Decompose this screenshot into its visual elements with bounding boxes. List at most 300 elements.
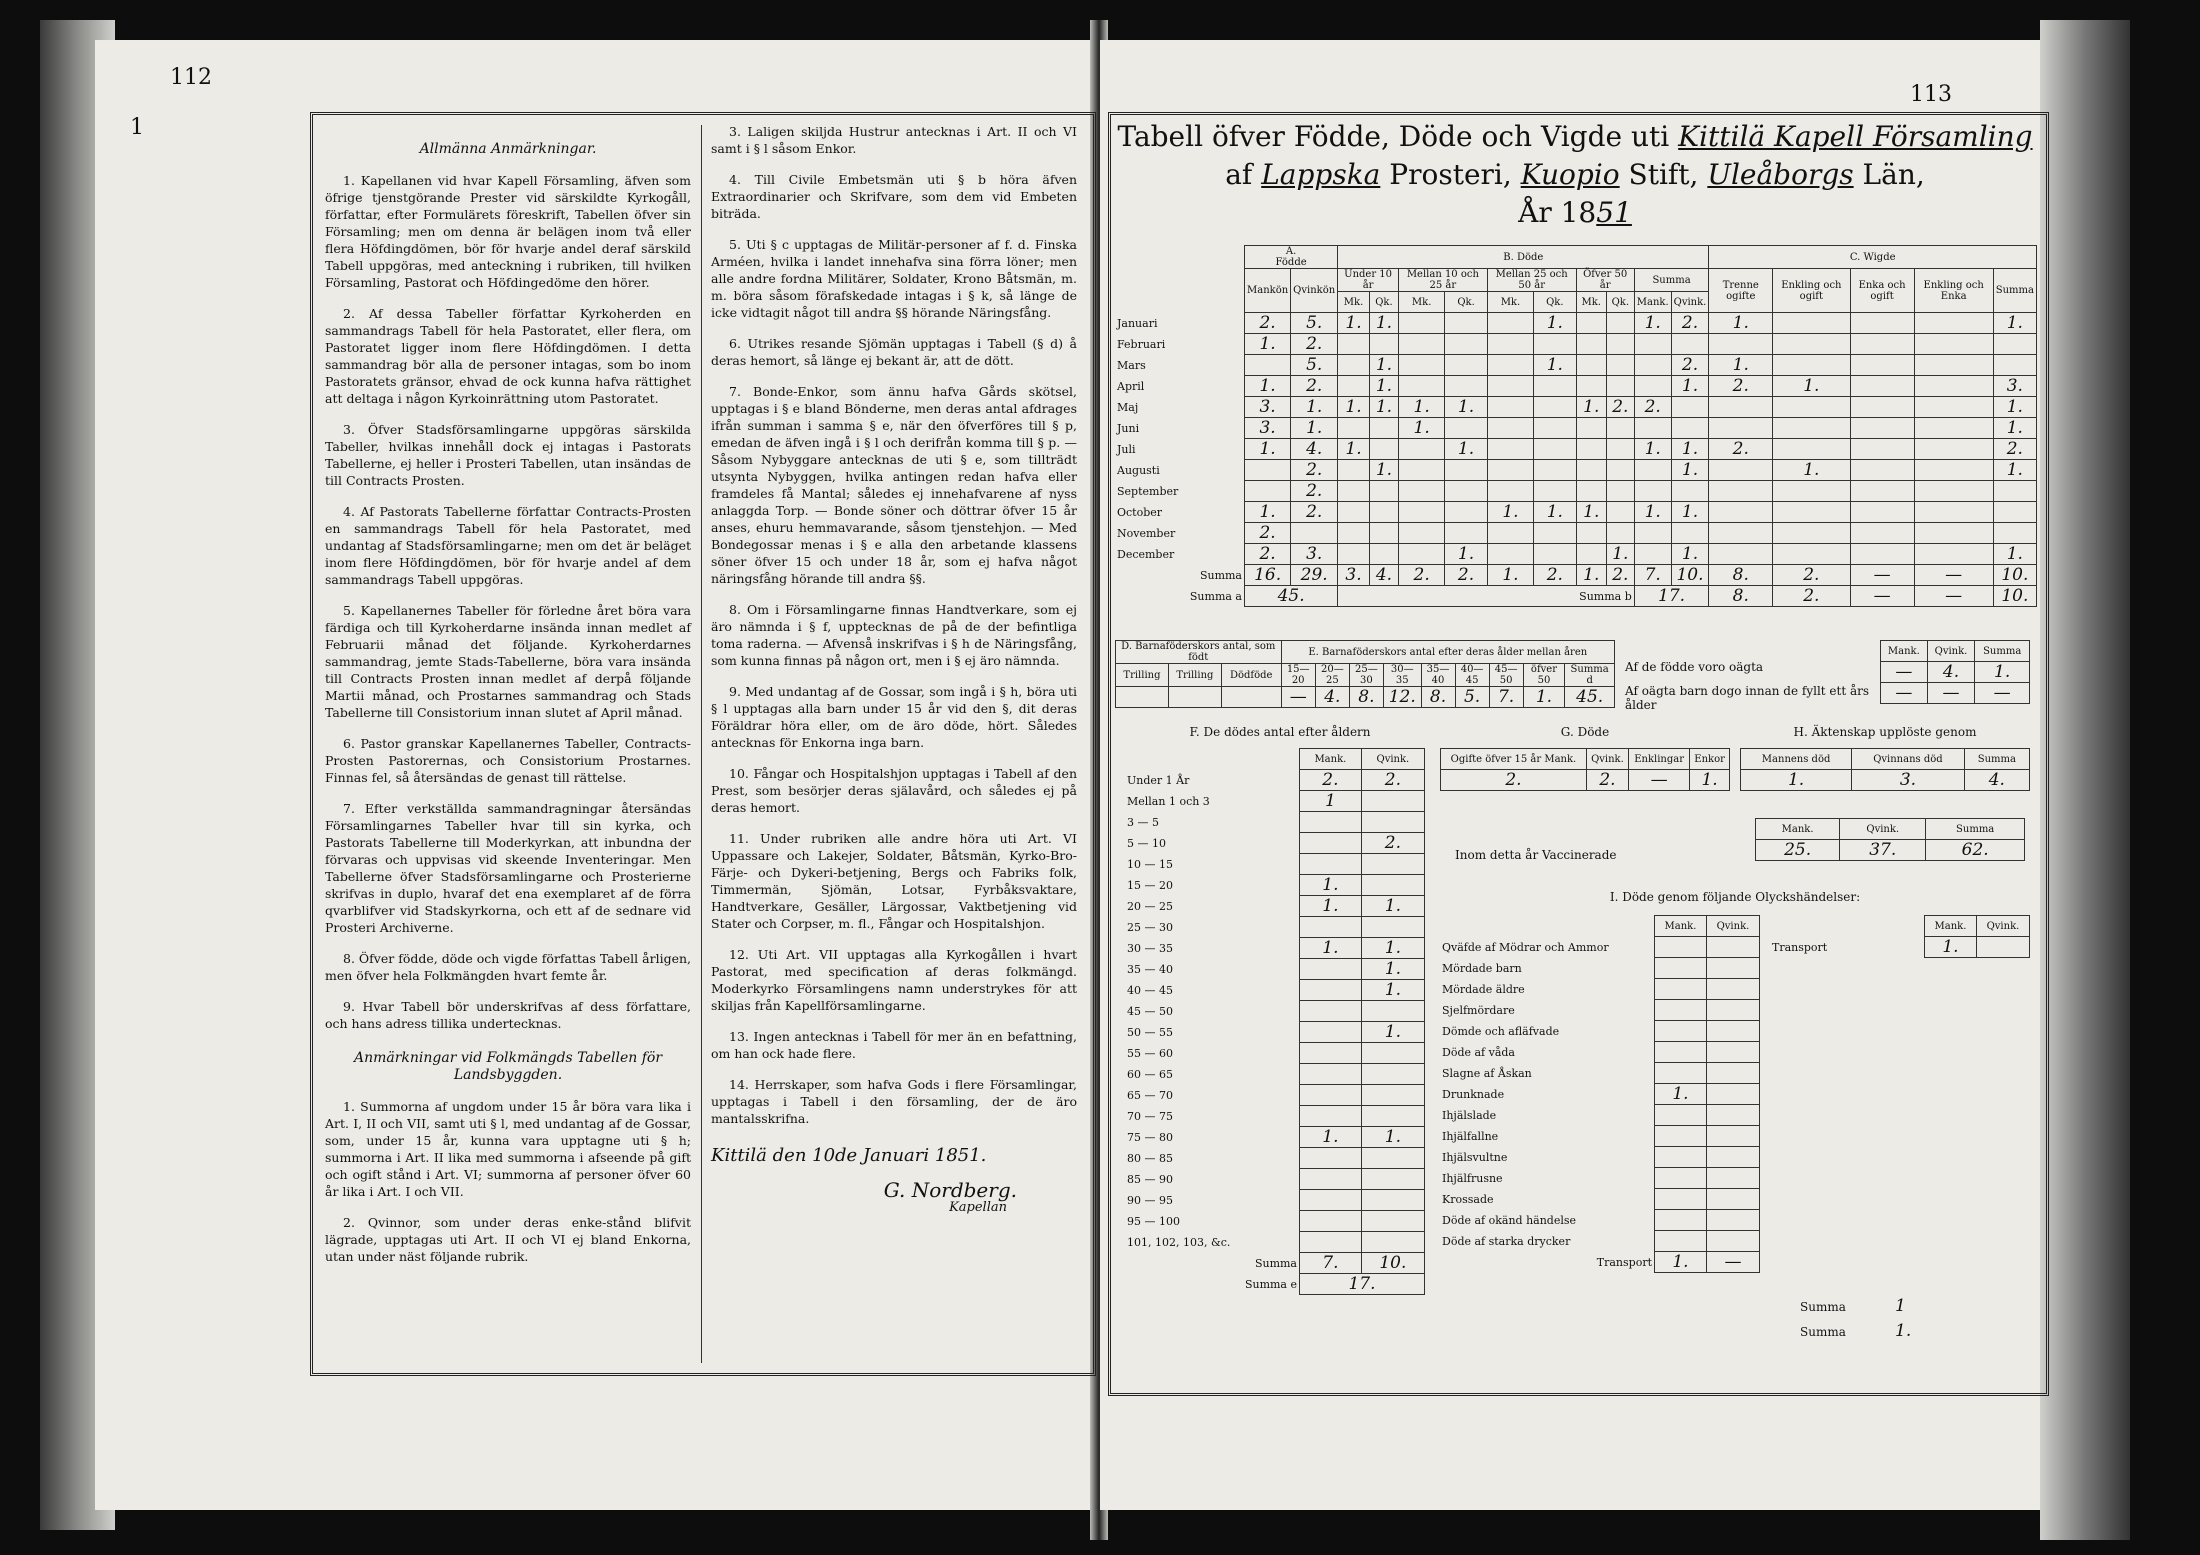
section-c-header: C. Wigde [1709, 246, 2037, 269]
accident-mank [1655, 1000, 1707, 1021]
age-label: 90 — 95 [1125, 1190, 1300, 1211]
prosteri-name: Lappska [1261, 158, 1381, 191]
month-cell: 1. [1671, 544, 1709, 565]
g-col-header: Enkor [1690, 749, 1730, 770]
right-page-number: 113 [1910, 82, 1952, 107]
month-label: December [1115, 544, 1245, 565]
accident-label: Krossade [1440, 1189, 1655, 1210]
population-paragraph: 1. Summorna af ungdom under 15 år böra vara lika i Art. I, II och VII, samt uti § l, med undantag af de Gossar, som, under 15 år, kunna vara upptagne uti § h; summorna i Art. II lika med summorna i afseende på gift och ogift stånd i Art. VI; summorna af personer öfver 60 år lika i Art. I och VII. [325, 1099, 691, 1199]
age-row [1125, 875, 1425, 896]
month-cell: 3. [1245, 397, 1291, 418]
age-qvink: 2. [1361, 770, 1424, 791]
left-margin-mark: 1 [130, 115, 144, 140]
vaccine-label: Inom detta år Vaccinerade [1455, 848, 1617, 862]
month-cell [1773, 418, 1850, 439]
month-cell [1487, 313, 1533, 334]
age-label: 15 — 20 [1125, 875, 1300, 896]
accident-row [1440, 1147, 1760, 1168]
month-cell [1534, 439, 1576, 460]
e-cell: 8. [1349, 687, 1383, 708]
age-row [1125, 812, 1425, 833]
col-summa: Summa [1634, 269, 1709, 292]
month-cell [1487, 418, 1533, 439]
accident-label: Ihjälslade [1440, 1105, 1655, 1126]
month-cell [1576, 313, 1606, 334]
month-cell: 1. [1445, 544, 1487, 565]
age-qvink: 1. [1361, 938, 1424, 959]
accident-qvink [1706, 1021, 1759, 1042]
month-cell [1850, 334, 1914, 355]
instruction-paragraph: 5. Kapellanernes Tabeller för förledne året böra vara färdiga och till Kyrkoherdarne insända innan medlet af Februarii månad det följande. Kyrkoherdarnes sammandrag, jemte Stads-Tabellerne, böra vara insända till Contracts Prosten innan medlet af derpå följande Martii månad, och Prostarnes sammandrag och Stads Tabellerne till Consistorium innan slutet af April månad. [325, 603, 691, 720]
month-cell: 1. [1709, 355, 1773, 376]
accident-row [1440, 1105, 1760, 1126]
month-cell: 1. [1534, 313, 1576, 334]
vaccine-summa: 62. [1926, 840, 2025, 861]
month-cell [1606, 313, 1634, 334]
month-cell [1634, 355, 1671, 376]
month-cell: 1. [1338, 439, 1370, 460]
oakta-died-label: Af oägta barn dogo innan de fyllt ett års ålder [1625, 684, 1870, 712]
accident-mank [1655, 937, 1707, 958]
age-label: 65 — 70 [1125, 1085, 1300, 1106]
month-cell [1398, 523, 1444, 544]
age-mank [1300, 1085, 1362, 1106]
month-cell [1534, 481, 1576, 502]
month-cell: 2. [1245, 544, 1291, 565]
e-col-header: 30—35 [1383, 664, 1421, 687]
age-row [1125, 833, 1425, 854]
month-cell [1850, 502, 1914, 523]
age-label: 45 — 50 [1125, 1001, 1300, 1022]
summa-cell: 3. [1338, 565, 1370, 586]
month-cell [1487, 355, 1533, 376]
accident-qvink [1706, 1231, 1759, 1252]
month-cell: 5. [1291, 355, 1338, 376]
age-row [1125, 1211, 1425, 1232]
age-label: Under 1 År [1125, 770, 1300, 791]
age-label: 30 — 35 [1125, 938, 1300, 959]
accident-qvink [1706, 1063, 1759, 1084]
vaccine-mank: 25. [1756, 840, 1840, 861]
d-cell [1116, 687, 1169, 708]
month-row [1115, 397, 2037, 418]
age-mank [1300, 1001, 1362, 1022]
month-cell [1671, 397, 1709, 418]
summa-cell: — [1914, 565, 1993, 586]
month-cell: 2. [1993, 439, 2036, 460]
g-cell: — [1629, 770, 1690, 791]
col-mankon: Mankön [1245, 269, 1291, 313]
h-cell: 3. [1852, 770, 1965, 791]
instructions-frame [310, 112, 1096, 1376]
month-cell [1487, 376, 1533, 397]
month-cell [1576, 355, 1606, 376]
summa-cell: 2. [1445, 565, 1487, 586]
age-row [1125, 1085, 1425, 1106]
title-lan: Län, [1862, 158, 1925, 191]
summa-cell: 7. [1634, 565, 1671, 586]
month-cell: 1. [1671, 439, 1709, 460]
month-cell: 2. [1634, 397, 1671, 418]
month-cell [1773, 544, 1850, 565]
month-cell [1398, 502, 1444, 523]
instruction-paragraph: 6. Utrikes resande Sjömän upptagas i Tabell (§ d) å deras hemort, så länge ej bekant är, att de dött. [711, 336, 1077, 368]
month-cell [1534, 460, 1576, 481]
age-label: 75 — 80 [1125, 1127, 1300, 1148]
age-row [1125, 1106, 1425, 1127]
age-mank: 2. [1300, 770, 1362, 791]
accident-label: Qväfde af Mödrar och Ammor [1440, 937, 1655, 958]
month-label: Juni [1115, 418, 1245, 439]
accident-label: Döde af okänd händelse [1440, 1210, 1655, 1231]
col-enkling-ogift: Enkling och ogift [1773, 269, 1850, 313]
accident-row [1440, 1000, 1760, 1021]
month-cell [1914, 460, 1993, 481]
e-col-header: 15—20 [1281, 664, 1315, 687]
month-cell: 1. [1993, 544, 2036, 565]
accident-row [1440, 1126, 1760, 1147]
accident-row [1440, 1210, 1760, 1231]
month-cell [1850, 313, 1914, 334]
month-cell: 2. [1291, 502, 1338, 523]
accident-row [1440, 1021, 1760, 1042]
month-cell [1606, 418, 1634, 439]
month-cell [1445, 418, 1487, 439]
month-cell [1245, 481, 1291, 502]
e-col-header: 25—30 [1349, 664, 1383, 687]
month-cell [1398, 376, 1444, 397]
month-cell [1671, 481, 1709, 502]
e-cell: 8. [1421, 687, 1455, 708]
month-cell: 1. [1576, 397, 1606, 418]
month-cell [1606, 502, 1634, 523]
age-label: 80 — 85 [1125, 1148, 1300, 1169]
summa-cell: 2. [1398, 565, 1444, 586]
instruction-paragraph: 5. Uti § c upptagas de Militär-personer af f. d. Finska Arméen, hvilka i landet innehafva sina förra löner; men alle andre fordna Militärer, Soldater, Krono Båtsmän, m. m. böra såsom förafskedade intagas i § k, så länge de icke vidtagit något till andra §§ hörande Näringsfång. [711, 237, 1077, 320]
col-enka-ogift: Enka och ogift [1850, 269, 1914, 313]
accident-qvink [1706, 1168, 1759, 1189]
title-prosteri: Prosteri, [1389, 158, 1512, 191]
month-cell [1245, 460, 1291, 481]
accident-mank [1655, 979, 1707, 1000]
month-cell [1709, 544, 1773, 565]
accident-mank: 1. [1655, 1084, 1707, 1105]
accident-row [1440, 1189, 1760, 1210]
month-cell [1606, 460, 1634, 481]
e-col-header: 35—40 [1421, 664, 1455, 687]
instruction-paragraph: 4. Till Civile Embetsmän uti § b höra äfven Extraordinarier och Skrifvare, som dem vid Embeten biträda. [711, 172, 1077, 221]
month-cell [1993, 502, 2036, 523]
age-row [1125, 1190, 1425, 1211]
month-cell [1576, 460, 1606, 481]
accident-mank [1655, 1189, 1707, 1210]
age-mank: 1. [1300, 1127, 1362, 1148]
summa-abc-row: Summa a 45. Summa b 17. 8. 2. — — 10. [1115, 586, 2037, 607]
month-cell [1487, 481, 1533, 502]
summa-cell: 2. [1773, 565, 1850, 586]
left-page-number: 112 [170, 65, 212, 90]
month-label: Januari [1115, 313, 1245, 334]
parish-name: Kittilä Kapell Församling [1678, 120, 2033, 153]
accident-mank [1655, 958, 1707, 979]
accident-label: Ihjälsvultne [1440, 1147, 1655, 1168]
month-cell [1606, 334, 1634, 355]
month-cell [1634, 460, 1671, 481]
age-label: 5 — 10 [1125, 833, 1300, 854]
instruction-paragraph: 7. Bonde-Enkor, som ännu hafva Gårds skötsel, upptagas i § e bland Bönderne, men deras antal afdrages ifrån summan i samma § e, när den öfverföres till § p, emedan de äfven ingå i § l och derifrån komma till § p. — Såsom Nybyggare antecknas de uti § e, som tillträdt utsynta Nybyggen, hvilka antingen redan hafva eller framdeles få Mantal; således ej innehafvarene af nyss anlaggda Torp. — Bonde söner och döttrar öfver 15 år anses, ehuru hemmavarande, såsom tjenstehjon. — Med Bondegossar menas i § e alla den arbetande klassens söner öfver 15 och under 18 år, som ej hafva något näringsfång hörande till andra §§. [711, 384, 1077, 586]
accident-qvink [1706, 1126, 1759, 1147]
accident-label: Dömde och afläfvade [1440, 1021, 1655, 1042]
month-cell: 1. [1634, 439, 1671, 460]
month-cell: 2. [1291, 334, 1338, 355]
age-mank [1300, 1211, 1362, 1232]
month-cell [1709, 523, 1773, 544]
age-label: 20 — 25 [1125, 896, 1300, 917]
accident-qvink [1706, 937, 1759, 958]
age-row [1125, 1127, 1425, 1148]
age-qvink: 1. [1361, 980, 1424, 1001]
month-cell: 1. [1671, 460, 1709, 481]
instructions-column-b [711, 123, 1077, 1365]
summa-cell: 29. [1291, 565, 1338, 586]
instruction-paragraph: 14. Herrskaper, som hafva Gods i flere Församlingar, upptagas i Tabell i den församling, der de äro mantalsskrifna. [711, 1077, 1077, 1126]
month-cell: 1. [1534, 502, 1576, 523]
age-qvink [1361, 1169, 1424, 1190]
month-cell: 1. [1245, 376, 1291, 397]
month-cell [1914, 313, 1993, 334]
transport-m: 1. [1655, 1252, 1707, 1273]
section-a-header: A. Födde [1245, 246, 1338, 269]
age-deaths-table: Mank. Qvink. Under 1 År 2. 2. Mellan 1 och 3 1 3 — 5 5 — 10 2. 10 — 15 15 — 20 1. 20 — 25 1. 1. 25 — 30 30 — 35 1. 1. 35 — 40 1. 40 — 45 1. 45 — 50 50 — 55 1. 55 — 60 60 — 65 65 — 70 70 — 75 75 — 80 1. 1. 80 — 85 85 — 90 90 — 95 95 — 100 101, 102, 103, &c. Summa 7. 10. Summa e 17. [1125, 748, 1425, 1295]
month-cell [1773, 481, 1850, 502]
oakta-table: Mank. Qvink. Summa — 4. 1. — — — [1880, 640, 2030, 704]
i-summa-label: Summa [1800, 1300, 1846, 1314]
month-cell [1487, 397, 1533, 418]
month-cell [1487, 439, 1533, 460]
month-cell: 1. [1576, 502, 1606, 523]
age-mank [1300, 1148, 1362, 1169]
age-row [1125, 1169, 1425, 1190]
month-cell [1914, 376, 1993, 397]
age-mank [1300, 1043, 1362, 1064]
age-row [1125, 980, 1425, 1001]
month-cell: 2. [1245, 313, 1291, 334]
month-cell: 1. [1398, 397, 1444, 418]
accident-mank [1655, 1126, 1707, 1147]
h-cell: 1. [1741, 770, 1852, 791]
summa-b-value: 17. [1634, 586, 1709, 607]
monthly-table: A. Födde B. Döde C. Wigde Mankön Qvinkön Under 10 år Mellan 10 och 25 år Mellan 25 och 50 år Öfver 50 år Summa Trenne ogifte Enkling och ogift Enka och ogift Enkling och Enka Summa Mk. Qk. Mk. Qk. Mk. Qk. Mk. Qk. Mank. Qvink. Januari 2. 5. 1. 1. 1. 1. 2. 1. 1. Februari 1. 2. Mars 5. 1. 1. 2. 1. April 1. 2. 1. 1. 2. 1. 3. Maj 3. 1. 1. 1. 1. 1. 1. 2. 2. 1. Juni 3. 1. 1. 1. Juli 1. 4. 1. 1. 1. 1. 2. 2. Augusti 2. 1. 1. 1. 1. September 2. October 1. 2. 1. 1. 1. 1. 1. November 2. December 2. 3. 1. 1. 1. 1. Summa 16. 29. 3. 4. 2. 2. 1. 2. 1. 2. 7. 10. 8. 2. — — 10. Summa a 45. Summa b 17. 8. 2. — — 10. [1115, 245, 2037, 607]
age-row [1125, 959, 1425, 980]
instruction-paragraph: 3. Laligen skiljda Hustrur antecknas i Art. II och VI samt i § l såsom Enkor. [711, 124, 1077, 156]
age-row [1125, 770, 1425, 791]
col-trenne: Trenne ogifte [1709, 269, 1773, 313]
age-label: 55 — 60 [1125, 1043, 1300, 1064]
month-cell [1369, 418, 1398, 439]
title-line1: Tabell öfver Födde, Döde och Vigde uti [1117, 120, 1670, 153]
age-label: 60 — 65 [1125, 1064, 1300, 1085]
month-cell [1338, 334, 1370, 355]
f-summa-q: 10. [1361, 1253, 1424, 1274]
age-qvink [1361, 1190, 1424, 1211]
i-summa2-value: 1. [1895, 1321, 1912, 1341]
accident-row [1440, 1168, 1760, 1189]
month-cell: 5. [1291, 313, 1338, 334]
d-cell [1168, 687, 1221, 708]
month-cell [1914, 334, 1993, 355]
col-over50: Öfver 50 år [1576, 269, 1634, 292]
month-label: Juli [1115, 439, 1245, 460]
month-cell [1576, 481, 1606, 502]
deaths-status-table [1440, 748, 1730, 791]
accident-row [1440, 1063, 1760, 1084]
instruction-paragraph: 9. Hvar Tabell bör underskrifvas af dess författare, och hans adress tillika undertecknas. [325, 999, 691, 1031]
e-col-header: Summa d [1565, 664, 1615, 687]
month-cell [1634, 334, 1671, 355]
month-cell: 1. [1671, 502, 1709, 523]
accident-qvink [1706, 1105, 1759, 1126]
month-cell [1773, 523, 1850, 544]
month-cell [1534, 544, 1576, 565]
month-cell [1338, 355, 1370, 376]
month-cell [1398, 334, 1444, 355]
accident-qvink [1706, 1189, 1759, 1210]
month-cell: 2. [1709, 439, 1773, 460]
month-label: September [1115, 481, 1245, 502]
month-label: April [1115, 376, 1245, 397]
month-cell [1291, 523, 1338, 544]
month-cell [1398, 355, 1444, 376]
month-cell [1338, 502, 1370, 523]
month-cell [1576, 544, 1606, 565]
month-cell [1914, 439, 1993, 460]
accident-mank [1655, 1168, 1707, 1189]
stift-name: Kuopio [1520, 158, 1620, 191]
signature-place-date: Kittilä den 10de Januari 1851. [711, 1145, 987, 1166]
month-cell [1773, 397, 1850, 418]
d-col-header: Trilling [1168, 664, 1221, 687]
year-value: 51 [1596, 196, 1632, 229]
month-cell: 1. [1634, 502, 1671, 523]
g-col-header: Qvink. [1586, 749, 1628, 770]
accident-label: Slagne af Åskan [1440, 1063, 1655, 1084]
accident-qvink [1706, 1042, 1759, 1063]
childbirth-table [1115, 640, 1615, 708]
population-remarks-heading: Anmärkningar vid Folkmängds Tabellen för Landsbyggden. [353, 1050, 663, 1083]
age-row [1125, 896, 1425, 917]
month-cell: 2. [1671, 313, 1709, 334]
section-i-header: I. Döde genom följande Olyckshändelser: [1609, 890, 1861, 904]
age-qvink: 1. [1361, 959, 1424, 980]
accident-row [1440, 937, 1760, 958]
month-cell: 1. [1445, 439, 1487, 460]
accident-mank [1655, 1210, 1707, 1231]
e-col-header: 40—45 [1455, 664, 1489, 687]
age-label: 70 — 75 [1125, 1106, 1300, 1127]
month-cell [1398, 544, 1444, 565]
month-cell [1369, 544, 1398, 565]
month-cell [1445, 313, 1487, 334]
month-cell [1445, 502, 1487, 523]
oakta-born-label: Af de födde voro oägta [1625, 660, 1764, 674]
summa-cell: 2. [1606, 565, 1634, 586]
age-label: 35 — 40 [1125, 959, 1300, 980]
accident-mank [1655, 1105, 1707, 1126]
e-cell: 7. [1489, 687, 1523, 708]
population-paragraph: 2. Qvinnor, som under deras enke-stånd blifvit lägrade, upptagas uti Art. II och VI ej bland Enkorna, utan under näst följande rubrik. [325, 1215, 691, 1264]
month-cell [1445, 355, 1487, 376]
month-cell [1709, 418, 1773, 439]
instruction-paragraph: 1. Kapellanen vid hvar Kapell Församling, äfven som öfrige tjenstgörande Prester vid särskildte Kyrkogåll, författar, efter Formulärets föreskrift, Tabellen öfver sin Församling; men om denna är belägen inom två eller flera Höfdingdömen, bör för hvarje andel deraf särskild Tabell uppgöras, med anteckning i rubriken, till hvilken Församling, Pastorat och Höfdingedöme den hörer. [325, 173, 691, 290]
g-cell: 1. [1690, 770, 1730, 791]
accident-label: Mördade barn [1440, 958, 1655, 979]
age-qvink [1361, 854, 1424, 875]
month-cell [1850, 460, 1914, 481]
month-cell [1576, 523, 1606, 544]
accident-label: Döde af våda [1440, 1042, 1655, 1063]
h-cell: 4. [1964, 770, 2029, 791]
col-enkling-enka: Enkling och Enka [1914, 269, 1993, 313]
month-cell [1850, 376, 1914, 397]
instruction-paragraph: 8. Om i Församlingarne finnas Handtverkare, som ej äro nämnda i § f, upptecknas de på de der befintliga toma raderna. — Afvenså inskrifvas i § h de Näringsfång, som kunna finnas på någon ort, men i § ej äro nämnda. [711, 602, 1077, 668]
month-label: Maj [1115, 397, 1245, 418]
month-cell: 1. [1671, 376, 1709, 397]
month-cell: 1. [1773, 376, 1850, 397]
month-cell [1398, 481, 1444, 502]
month-cell [1993, 523, 2036, 544]
signature-title: Kapellan [949, 1200, 1007, 1215]
month-cell [1534, 523, 1576, 544]
month-cell [1634, 523, 1671, 544]
instruction-paragraph: 9. Med undantag af de Gossar, som ingå i § h, böra uti § l upptagas alla barn under 15 år vid den §, dit deras Föräldrar höra eller, om de äro döde, hört. Således antecknas för Enkorna inga barn. [711, 684, 1077, 750]
accident-row [1440, 1042, 1760, 1063]
age-qvink [1361, 1001, 1424, 1022]
section-h-header: H. Äktenskap upplöste genom [1793, 725, 1977, 739]
d-col-header: Trilling [1116, 664, 1169, 687]
e-cell: 12. [1383, 687, 1421, 708]
month-row [1115, 376, 2037, 397]
instruction-paragraph: 2. Af dessa Tabeller författar Kyrkoherden en sammandrags Tabell för hela Pastoratet, eller flera, om Pastoratet ligger inom flere Höfdingdömen. I detta sammandrag bör alla de personer intagas, som bo inom Pastoratets gränsor, ehvad de ock kunna hafva rättighet att deltaga i någon Kyrkoinrättning utom Pastoratet. [325, 306, 691, 406]
accident-row [1440, 1231, 1760, 1252]
age-qvink [1361, 917, 1424, 938]
month-cell [1709, 502, 1773, 523]
month-cell: 1. [1369, 355, 1398, 376]
month-row [1115, 313, 2037, 334]
month-cell [1914, 481, 1993, 502]
month-cell [1850, 481, 1914, 502]
accident-qvink [1706, 1000, 1759, 1021]
section-d-header: D. Barnaföderskors antal, som födt [1116, 641, 1282, 664]
month-cell [1487, 334, 1533, 355]
e-col-header: 20—25 [1315, 664, 1349, 687]
month-cell [1914, 418, 1993, 439]
g-col-header: Ogifte öfver 15 år Mank. [1441, 749, 1587, 770]
accidents-transport-table: Mank. Qvink. Transport 1. [1770, 915, 2030, 958]
accident-label: Ihjälfrusne [1440, 1168, 1655, 1189]
summa-cell: 8. [1709, 565, 1773, 586]
age-row [1125, 1001, 1425, 1022]
age-row [1125, 1148, 1425, 1169]
month-row [1115, 439, 2037, 460]
month-cell: 1. [1291, 418, 1338, 439]
month-cell [1576, 418, 1606, 439]
title-stift: Stift, [1628, 158, 1699, 191]
age-mank: 1. [1300, 875, 1362, 896]
col-summa-c: Summa [1993, 269, 2036, 313]
accident-label: Ihjälfallne [1440, 1126, 1655, 1147]
h-col-header: Mannens död [1741, 749, 1852, 770]
month-row [1115, 355, 2037, 376]
